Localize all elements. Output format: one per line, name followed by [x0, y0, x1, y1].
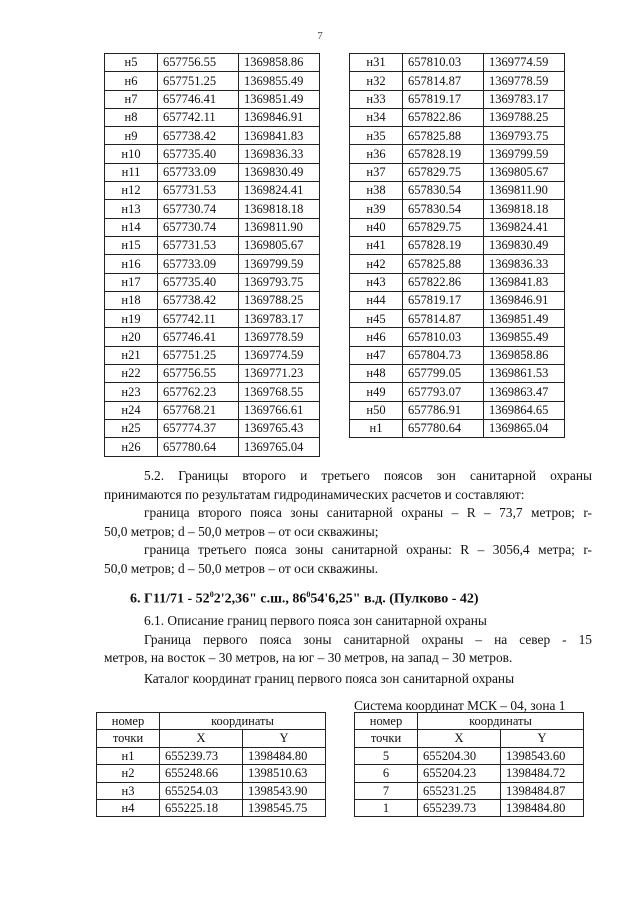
coord-x: 655239.73 — [418, 799, 501, 816]
table-row — [350, 127, 565, 145]
point-label: н3 — [97, 782, 160, 799]
coord-y: 1369788.25 — [484, 108, 565, 126]
coord-x: 657730.74 — [158, 200, 239, 218]
table-row — [97, 747, 326, 764]
coord-y: 1369864.65 — [484, 401, 565, 419]
table-row — [97, 782, 326, 799]
point-label: н26 — [105, 438, 158, 456]
coord-x: 655204.30 — [418, 747, 501, 764]
table-row — [105, 182, 320, 200]
coord-x: 657819.17 — [403, 291, 484, 309]
coord-x: 657810.03 — [403, 54, 484, 72]
point-label: н25 — [105, 419, 158, 437]
coord-y: 1369830.49 — [239, 163, 320, 181]
point-label: н4 — [97, 799, 160, 816]
point-label: н31 — [350, 54, 403, 72]
point-label: н10 — [105, 145, 158, 163]
point-label: н32 — [350, 72, 403, 90]
point-label: н50 — [350, 401, 403, 419]
point-label: н43 — [350, 273, 403, 291]
table-row — [105, 200, 320, 218]
header-x: X — [418, 730, 501, 747]
table-row — [350, 54, 565, 72]
table-row — [105, 163, 320, 181]
coord-x: 657746.41 — [158, 90, 239, 108]
point-label: н33 — [350, 90, 403, 108]
table-row — [97, 765, 326, 782]
point-label: н37 — [350, 163, 403, 181]
point-label: н49 — [350, 383, 403, 401]
coord-y: 1369783.17 — [484, 90, 565, 108]
coord-x: 657735.40 — [158, 145, 239, 163]
coord-x: 657756.55 — [158, 365, 239, 383]
coordinates-table-left — [104, 53, 320, 457]
coord-x: 657733.09 — [158, 163, 239, 181]
table-row — [105, 438, 320, 456]
point-label: 5 — [355, 747, 418, 764]
point-label: н1 — [350, 419, 403, 437]
coord-x: 657738.42 — [158, 127, 239, 145]
section-5-2-line: принимаются по результатам гидродинамических расчетов и составляют: — [104, 486, 525, 502]
point-label: н23 — [105, 383, 158, 401]
table-row — [350, 72, 565, 90]
section-6-1 — [104, 612, 592, 668]
table-row — [350, 218, 565, 236]
coord-y: 1369841.83 — [484, 273, 565, 291]
coord-y: 1369771.23 — [239, 365, 320, 383]
coord-x: 657733.09 — [158, 255, 239, 273]
coord-x: 657793.07 — [403, 383, 484, 401]
coord-x: 657731.53 — [158, 236, 239, 254]
table-row — [350, 200, 565, 218]
coord-x: 657822.86 — [403, 108, 484, 126]
point-label: н20 — [105, 328, 158, 346]
coord-x: 657825.88 — [403, 127, 484, 145]
coord-x: 657738.42 — [158, 291, 239, 309]
catalog-table-left — [96, 712, 326, 817]
point-label: н15 — [105, 236, 158, 254]
header-number: номер — [97, 713, 160, 730]
coord-y: 1369818.18 — [239, 200, 320, 218]
coord-y: 1369768.55 — [239, 383, 320, 401]
point-label: 6 — [355, 765, 418, 782]
table-row — [105, 236, 320, 254]
coord-x: 657830.54 — [403, 182, 484, 200]
coord-x: 657774.37 — [158, 419, 239, 437]
coord-y: 1369824.41 — [484, 218, 565, 236]
coord-y: 1369824.41 — [239, 182, 320, 200]
coord-y: 1369778.59 — [484, 72, 565, 90]
point-label: н9 — [105, 127, 158, 145]
coord-y: 1369793.75 — [239, 273, 320, 291]
point-label: н36 — [350, 145, 403, 163]
coord-x: 657735.40 — [158, 273, 239, 291]
point-label: н35 — [350, 127, 403, 145]
coord-x: 655239.73 — [160, 747, 243, 764]
coord-y: 1369766.61 — [239, 401, 320, 419]
coord-y: 1369774.59 — [484, 54, 565, 72]
coord-x: 657756.55 — [158, 54, 239, 72]
coord-y: 1369811.90 — [484, 182, 565, 200]
point-label: н22 — [105, 365, 158, 383]
coord-y: 1369861.53 — [484, 365, 565, 383]
coord-y: 1398484.80 — [501, 799, 584, 816]
table-row — [350, 182, 565, 200]
coord-x: 657751.25 — [158, 72, 239, 90]
section-5-2-line: 5.2. Границы второго и третьего поясов зон санитарной охраны — [144, 468, 592, 483]
coord-x: 657768.21 — [158, 401, 239, 419]
point-label: н5 — [105, 54, 158, 72]
table-row — [105, 54, 320, 72]
coord-y: 1398510.63 — [243, 765, 326, 782]
coord-y: 1369783.17 — [239, 310, 320, 328]
coord-x: 657814.87 — [403, 72, 484, 90]
coordinate-system-label: Система координат МСК – 04, зона 1 — [354, 698, 566, 713]
section-6-1-title: 6.1. Описание границ первого пояса зон санитарной охраны — [144, 613, 487, 628]
coord-x: 657828.19 — [403, 236, 484, 254]
coord-y: 1369836.33 — [239, 145, 320, 163]
header-y: Y — [243, 730, 326, 747]
coord-x: 657731.53 — [158, 182, 239, 200]
coord-y: 1369836.33 — [484, 255, 565, 273]
coord-y: 1369799.59 — [484, 145, 565, 163]
coord-x: 657746.41 — [158, 328, 239, 346]
header-x: X — [160, 730, 243, 747]
coord-x: 657742.11 — [158, 310, 239, 328]
table-row — [105, 145, 320, 163]
point-label: н12 — [105, 182, 158, 200]
coord-y: 1369858.86 — [239, 54, 320, 72]
coord-x: 657751.25 — [158, 346, 239, 364]
catalog-table-right — [354, 712, 584, 817]
coord-x: 657814.87 — [403, 310, 484, 328]
table-row — [350, 419, 565, 437]
table-row — [350, 273, 565, 291]
coord-y: 1369765.04 — [239, 438, 320, 456]
point-label: н47 — [350, 346, 403, 364]
coord-x: 657804.73 — [403, 346, 484, 364]
table-row — [105, 72, 320, 90]
table-row — [355, 799, 584, 816]
table-row — [350, 401, 565, 419]
coord-y: 1369811.90 — [239, 218, 320, 236]
point-label: н21 — [105, 346, 158, 364]
point-label: н24 — [105, 401, 158, 419]
table-row — [350, 291, 565, 309]
coord-x: 657825.88 — [403, 255, 484, 273]
point-label: н44 — [350, 291, 403, 309]
table-row — [350, 310, 565, 328]
table-row — [105, 419, 320, 437]
coord-y: 1369774.59 — [239, 346, 320, 364]
coord-y: 1398484.87 — [501, 782, 584, 799]
point-label: н45 — [350, 310, 403, 328]
table-row — [105, 291, 320, 309]
table-row — [355, 747, 584, 764]
point-label: н40 — [350, 218, 403, 236]
point-label: н11 — [105, 163, 158, 181]
coord-x: 655225.18 — [160, 799, 243, 816]
heading-part: 6. Г11/71 - 52 — [130, 591, 210, 607]
table-row — [105, 328, 320, 346]
coord-y: 1369855.49 — [239, 72, 320, 90]
point-label: н42 — [350, 255, 403, 273]
table-row — [105, 273, 320, 291]
coordinates-table-right — [349, 53, 565, 438]
coord-x: 657828.19 — [403, 145, 484, 163]
coord-y: 1369830.49 — [484, 236, 565, 254]
header-y: Y — [501, 730, 584, 747]
coord-x: 655248.66 — [160, 765, 243, 782]
table-row — [350, 255, 565, 273]
coord-y: 1369841.83 — [239, 127, 320, 145]
header-coordinates: координаты — [160, 713, 326, 730]
catalog-title: Каталог координат границ первого пояса зон санитарной охраны — [144, 671, 515, 686]
point-label: н6 — [105, 72, 158, 90]
coord-x: 657799.05 — [403, 365, 484, 383]
degree-sup: 0 — [306, 590, 311, 599]
section-5-2-line: 50,0 метров; d – 50,0 метров – от оси скважины; — [104, 523, 379, 539]
point-label: н19 — [105, 310, 158, 328]
point-label: н2 — [97, 765, 160, 782]
table-row — [350, 383, 565, 401]
coord-y: 1398545.75 — [243, 799, 326, 816]
coord-y: 1369805.67 — [484, 163, 565, 181]
header-coordinates: координаты — [418, 713, 584, 730]
coord-x: 657822.86 — [403, 273, 484, 291]
point-label: н16 — [105, 255, 158, 273]
table-row — [350, 328, 565, 346]
page-number: 7 — [317, 30, 323, 42]
table-row — [350, 90, 565, 108]
table-row — [355, 765, 584, 782]
section-5-2-line: граница третьего пояса зоны санитарной охраны: R – 3056,4 метра; r- — [144, 542, 592, 557]
coord-y: 1369805.67 — [239, 236, 320, 254]
header-point: точки — [355, 730, 418, 747]
table-row — [105, 255, 320, 273]
coord-y: 1369799.59 — [239, 255, 320, 273]
coord-y: 1398543.90 — [243, 782, 326, 799]
point-label: 1 — [355, 799, 418, 816]
table-row — [105, 127, 320, 145]
section-5-2-line: граница второго пояса зоны санитарной охраны – R – 73,7 метров; r- — [144, 505, 592, 520]
section-5-2-line: 50,0 метров; d – 50,0 метров – от оси скважины. — [104, 560, 379, 576]
point-label: 7 — [355, 782, 418, 799]
table-row — [97, 799, 326, 816]
table-row — [105, 310, 320, 328]
coord-y: 1369793.75 — [484, 127, 565, 145]
table-row — [350, 108, 565, 126]
point-label: н18 — [105, 291, 158, 309]
heading-part: 2'2,36" с.ш., 86 — [213, 591, 307, 607]
coord-x: 657810.03 — [403, 328, 484, 346]
table-row — [350, 365, 565, 383]
coord-x: 657819.17 — [403, 90, 484, 108]
coord-x: 657762.23 — [158, 383, 239, 401]
coord-y: 1369851.49 — [484, 310, 565, 328]
point-label: н8 — [105, 108, 158, 126]
table-row — [350, 163, 565, 181]
point-label: н7 — [105, 90, 158, 108]
coord-y: 1369788.25 — [239, 291, 320, 309]
point-label: н46 — [350, 328, 403, 346]
coord-x: 657730.74 — [158, 218, 239, 236]
coord-x: 655254.03 — [160, 782, 243, 799]
section-5-2 — [104, 467, 592, 578]
coord-y: 1369818.18 — [484, 200, 565, 218]
section-6-1-line: Граница первого пояса зоны санитарной охраны – на север - 15 — [144, 631, 592, 647]
table-row — [105, 365, 320, 383]
table-row — [105, 218, 320, 236]
point-label: н34 — [350, 108, 403, 126]
coord-y: 1398484.72 — [501, 765, 584, 782]
table-row — [355, 782, 584, 799]
table-row — [350, 346, 565, 364]
point-label: н48 — [350, 365, 403, 383]
coord-y: 1369778.59 — [239, 328, 320, 346]
table-row — [105, 401, 320, 419]
coord-x: 655231.25 — [418, 782, 501, 799]
point-label: н38 — [350, 182, 403, 200]
degree-sup: 0 — [209, 590, 214, 599]
table-row — [350, 145, 565, 163]
coord-y: 1398543.60 — [501, 747, 584, 764]
coord-y: 1369765.43 — [239, 419, 320, 437]
section-6-1-line: метров, на восток – 30 метров, на юг – 30 метров, на запад – 30 метров. — [104, 650, 513, 665]
coord-y: 1369846.91 — [239, 108, 320, 126]
point-label: н17 — [105, 273, 158, 291]
point-label: н39 — [350, 200, 403, 218]
table-row — [105, 383, 320, 401]
coord-y: 1369863.47 — [484, 383, 565, 401]
heading-part: 54'6,25" в.д. (Пулково - 42) — [310, 591, 479, 607]
table-row — [105, 346, 320, 364]
coord-x: 657786.91 — [403, 401, 484, 419]
point-label: н1 — [97, 747, 160, 764]
header-point: точки — [97, 730, 160, 747]
coord-y: 1369865.04 — [484, 419, 565, 437]
coord-x: 657829.75 — [403, 218, 484, 236]
table-row — [350, 236, 565, 254]
coord-x: 657829.75 — [403, 163, 484, 181]
table-row — [105, 90, 320, 108]
coord-x: 657742.11 — [158, 108, 239, 126]
coord-x: 657780.64 — [158, 438, 239, 456]
coord-y: 1369851.49 — [239, 90, 320, 108]
table-row — [105, 108, 320, 126]
coord-x: 657780.64 — [403, 419, 484, 437]
coord-x: 657830.54 — [403, 200, 484, 218]
point-label: н13 — [105, 200, 158, 218]
coord-x: 655204.23 — [418, 765, 501, 782]
coord-y: 1369855.49 — [484, 328, 565, 346]
coord-y: 1398484.80 — [243, 747, 326, 764]
point-label: н41 — [350, 236, 403, 254]
coord-y: 1369846.91 — [484, 291, 565, 309]
coord-y: 1369858.86 — [484, 346, 565, 364]
point-label: н14 — [105, 218, 158, 236]
header-number: номер — [355, 713, 418, 730]
section-6-heading — [130, 586, 590, 609]
